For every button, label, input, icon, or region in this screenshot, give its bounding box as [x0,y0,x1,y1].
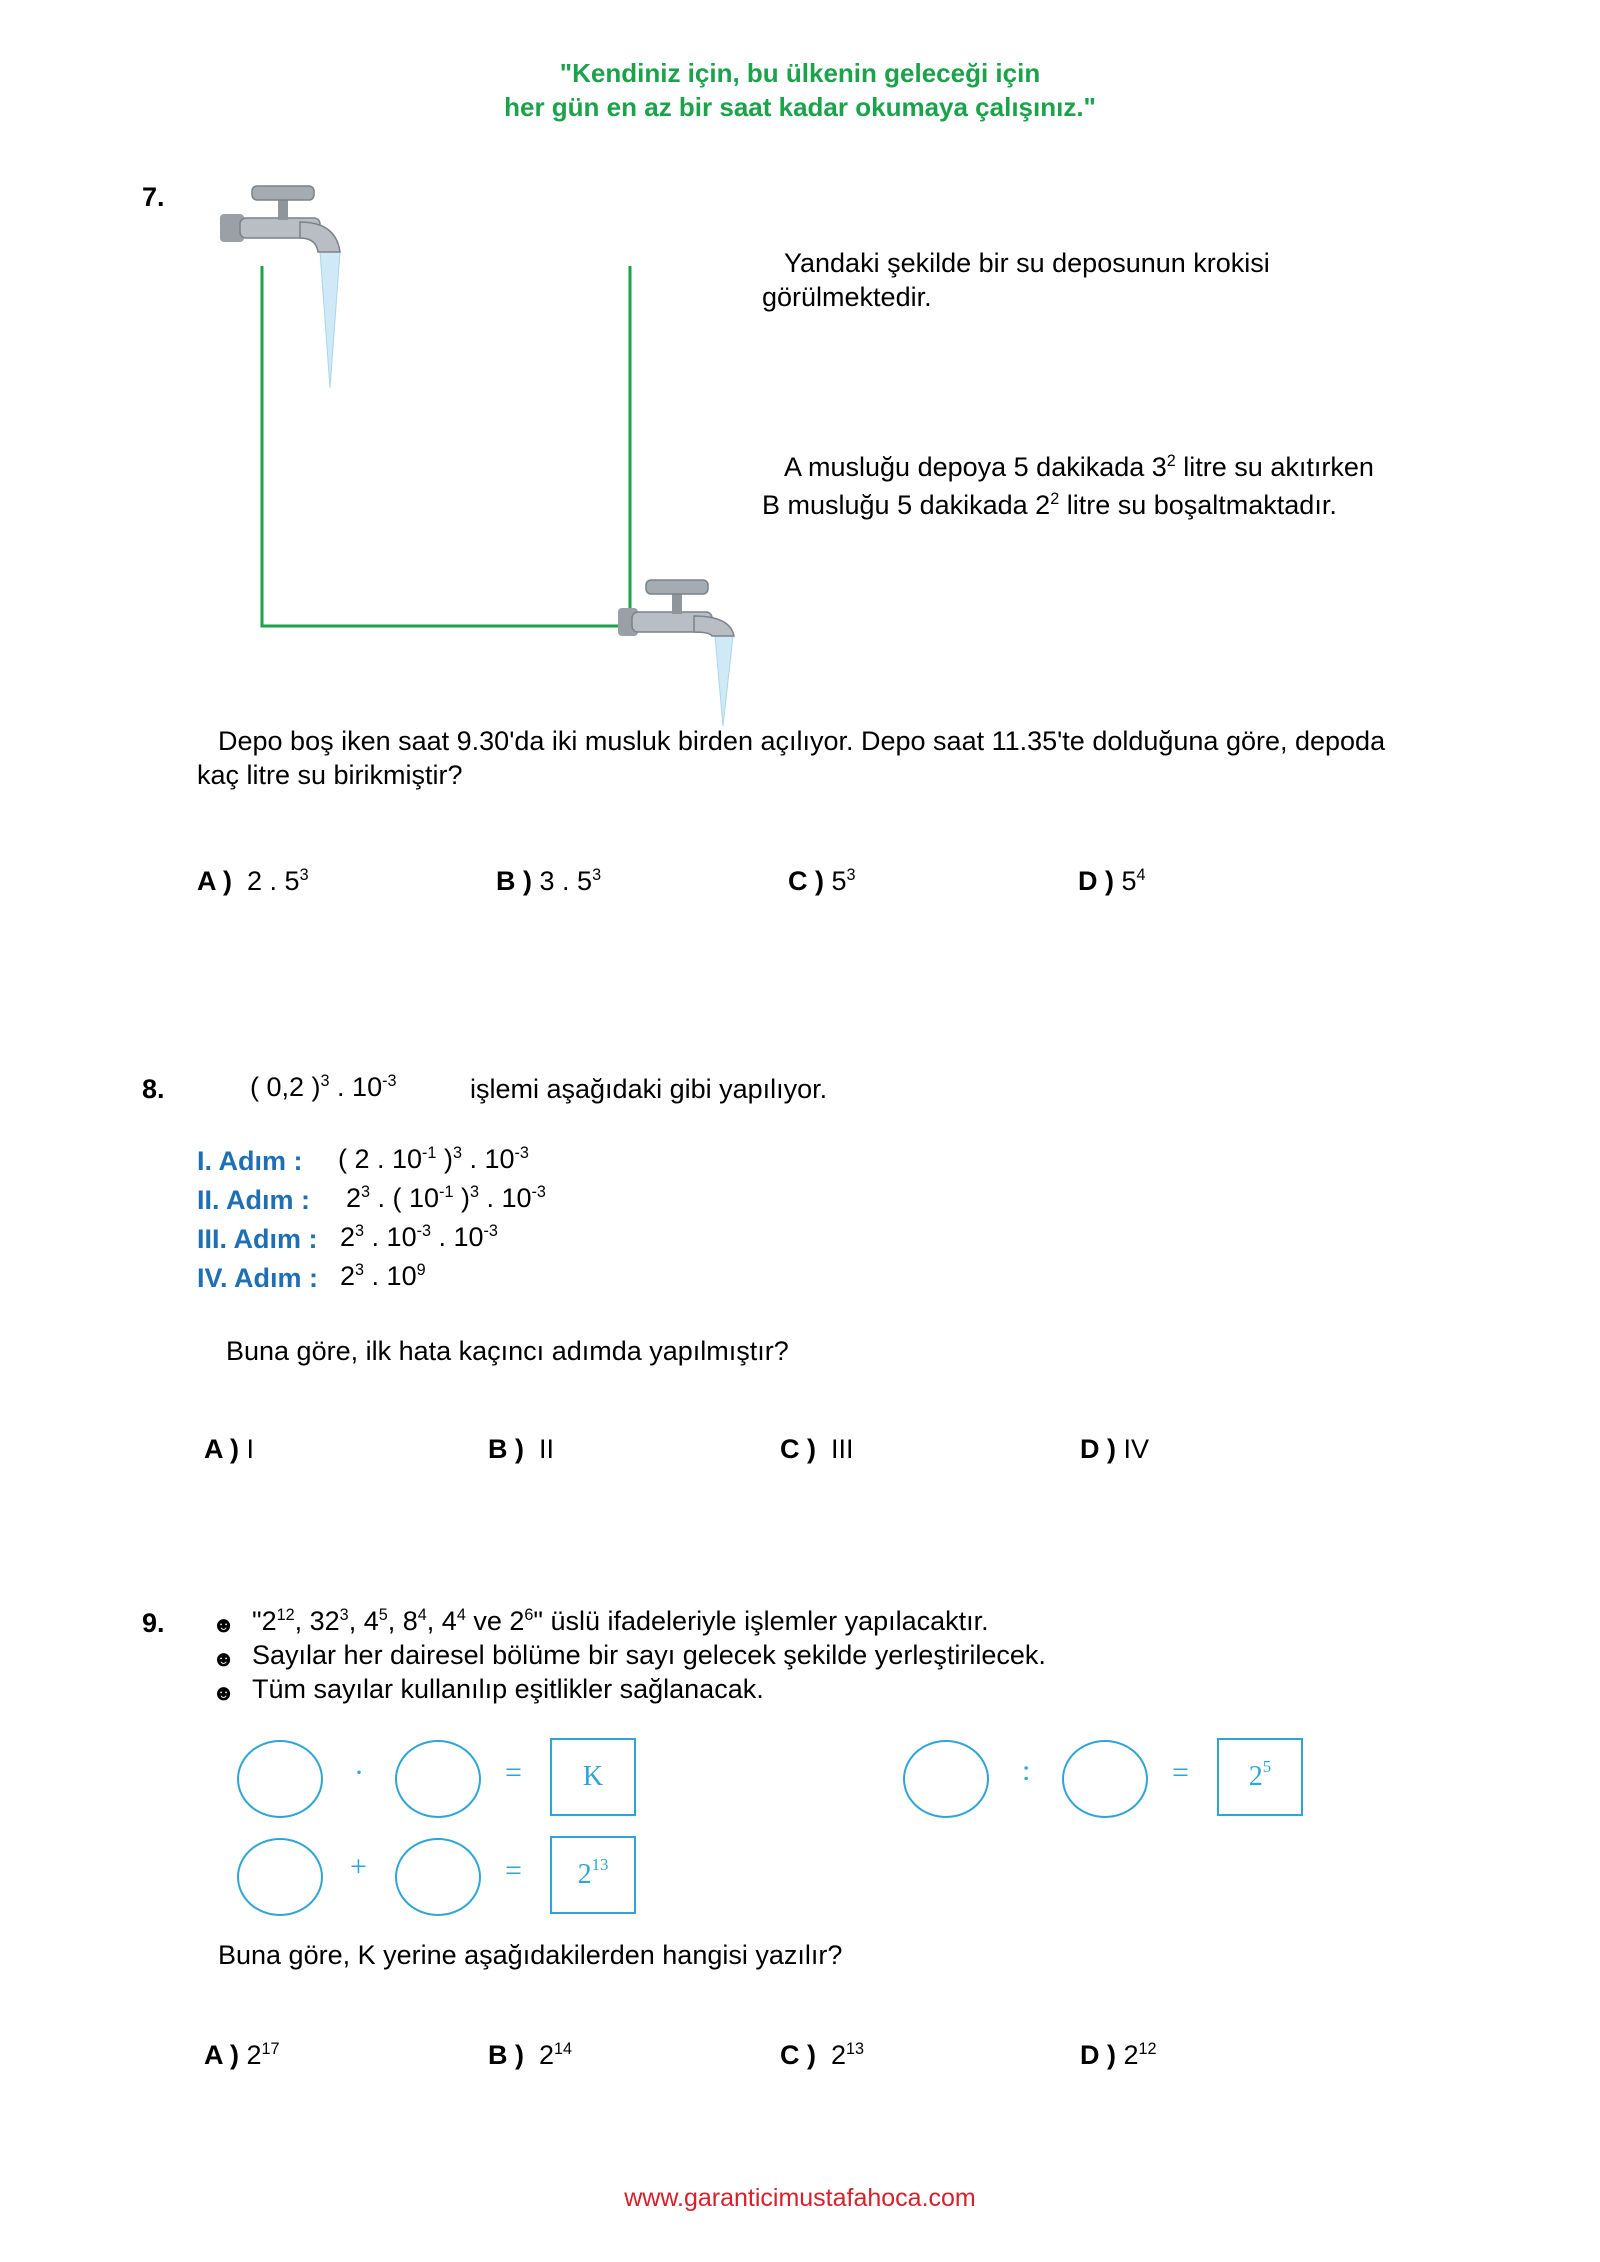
q7-option-a[interactable]: A ) 2 . $5^3$ [197,866,309,896]
q8-option-c[interactable]: C ) III [780,1434,854,1464]
q8-option-d[interactable]: D ) IV [1080,1434,1150,1464]
smiley-bullet-icon: ☻ [212,1680,236,1705]
question-9-number: 9. [142,1608,165,1638]
q8-step-3-expression: $2^3$ . $10^{-3}$ . $10^{-3}$ [340,1222,498,1252]
q8-step-4-expression: $2^3$ . $10^9$ [340,1261,426,1291]
q8-step-2-label: II. Adım : [197,1185,310,1215]
q8-step-1-label: I. Adım : [197,1146,303,1176]
motto-line-2: her gün en az bir saat kadar okumaya çalışınız." [504,92,1096,122]
multiply-operator: · [354,1756,364,1789]
q7-question-line-2: kaç litre su birikmiştir? [197,760,463,790]
q9-question: Buna göre, K yerine aşağıdakilerden hangisi yazılır? [218,1940,843,1970]
water-stream-b [715,636,733,726]
equals-operator: = [1172,1756,1189,1789]
blank-circle-slot[interactable] [237,1740,323,1818]
tank-outline [262,266,630,626]
smiley-bullet-icon: ☻ [212,1646,236,1671]
result-box-k: K [550,1738,636,1816]
q7-option-c[interactable]: C ) $5^3$ [788,866,856,896]
q7-option-d[interactable]: D ) $5^4$ [1078,866,1146,896]
q7-description-line-2: görülmektedir. [762,282,932,312]
question-7-number: 7. [142,182,165,212]
result-box-division: 2 $^5$ [1217,1738,1303,1816]
q8-step-2-expression: $2^3$ . ( $10^{-1}$ )$^3$ . $10^{-3}$ [346,1183,546,1213]
q8-expression-suffix: işlemi aşağıdaki gibi yapılıyor. [470,1074,828,1104]
blank-circle-slot[interactable] [903,1740,989,1818]
motto-line-1: "Kendiniz için, bu ülkenin geleceği için [559,58,1041,88]
q8-option-b[interactable]: B ) II [488,1434,555,1464]
tap-b-icon [618,580,734,726]
q9-option-b[interactable]: B ) $2^{14}$ [488,2040,573,2070]
q9-bullet-1: "$2^{12}$, $32^3$, $4^5$, $8^4$, $4^4$ ve $2^6$" üslü ifadeleriyle işlemler yapılacaktır. [252,1606,989,1636]
q8-expression: ( 0,2 )$^3$ . $10^{-3}$ [250,1072,397,1102]
q7-tap-a-info: A musluğu depoya 5 dakikada $3^2$ litre su akıtırken [784,452,1374,482]
blank-circle-slot[interactable] [1062,1740,1148,1818]
q8-step-3-label: III. Adım : [197,1224,318,1254]
q8-question: Buna göre, ilk hata kaçıncı adımda yapılmıştır? [226,1336,789,1366]
q7-option-b[interactable]: B ) 3 . $5^3$ [496,866,602,896]
footer-website-link[interactable]: www.garanticimustafahoca.com [624,2184,976,2212]
q7-tap-b-info: B musluğu 5 dakikada $2^2$ litre su boşaltmaktadır. [762,490,1337,520]
question-8-number: 8. [142,1074,165,1104]
q7-question-line-1: Depo boş iken saat 9.30'da iki musluk birden açılıyor. Depo saat 11.35'te dolduğuna göre, depoda [218,726,1386,756]
q9-option-c[interactable]: C ) $2^{13}$ [780,2040,865,2070]
result-box-addition: 2 $^{13}$ [550,1836,636,1914]
equals-operator: = [505,1756,522,1789]
plus-operator: + [350,1850,367,1883]
q9-option-d[interactable]: D ) $2^{12}$ [1080,2040,1157,2070]
blank-circle-slot[interactable] [237,1838,323,1916]
q8-step-4-label: IV. Adım : [197,1263,319,1293]
q8-step-1-expression: ( 2 . $10^{-1}$ )$^3$ . $10^{-3}$ [338,1144,529,1174]
q9-bullet-3: Tüm sayılar kullanılıp eşitlikler sağlanacak. [252,1674,764,1704]
smiley-bullet-icon: ☻ [212,1612,236,1637]
q9-bullet-2: Sayılar her dairesel bölüme bir sayı gelecek şekilde yerleştirilecek. [252,1640,1046,1670]
q7-description-line-1: Yandaki şekilde bir su deposunun krokisi [784,248,1270,278]
q9-option-a[interactable]: A ) $2^{17}$ [204,2040,280,2070]
water-stream-a [320,252,340,388]
blank-circle-slot[interactable] [395,1838,481,1916]
tap-a-icon [220,186,340,520]
q8-option-a[interactable]: A ) I [204,1434,255,1464]
divide-operator: : [1022,1754,1031,1787]
equals-operator: = [505,1854,522,1887]
blank-circle-slot[interactable] [395,1740,481,1818]
water-tank-diagram [200,170,760,730]
